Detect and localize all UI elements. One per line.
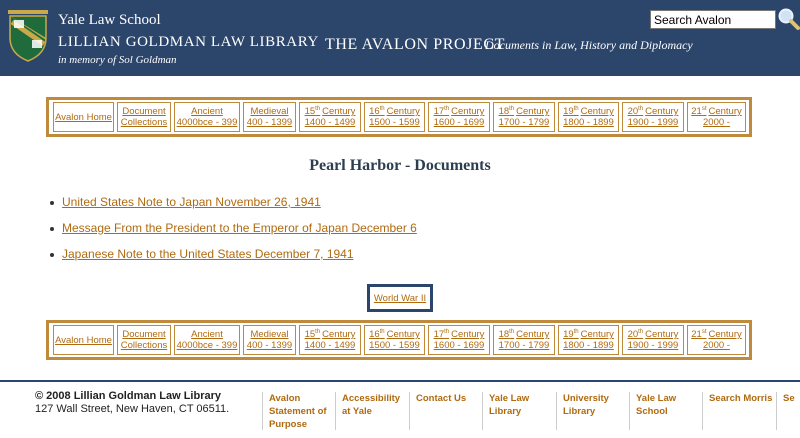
century-suffix: th xyxy=(444,328,450,335)
nav-item-label: Ancient xyxy=(191,106,223,117)
nav-item-document[interactable] xyxy=(117,102,171,132)
nav-item-label xyxy=(563,106,614,117)
century-word: Century xyxy=(708,329,742,340)
century-suffix: st xyxy=(701,328,707,335)
nav-item-range: 1400 - 1499 xyxy=(304,340,356,351)
nav-item-document[interactable] xyxy=(117,325,171,355)
nav-item-19th-century[interactable] xyxy=(558,102,619,132)
century-number: 17 xyxy=(433,329,445,340)
document-link[interactable]: Message From the President to the Emperor of Japan December 6 xyxy=(62,221,417,235)
document-link[interactable]: United States Note to Japan November 26, 1941 xyxy=(62,195,321,209)
century-word: Century xyxy=(516,329,550,340)
century-suffix: th xyxy=(315,328,321,335)
nav-item-range: 400 - 1399 xyxy=(246,340,293,351)
nav-item-label xyxy=(563,329,614,340)
nav-item-range: 1700 - 1799 xyxy=(498,117,550,128)
nav-item-19th-century[interactable] xyxy=(558,325,619,355)
century-word: Century xyxy=(386,329,420,340)
nav-item-range: 400 - 1399 xyxy=(246,117,293,128)
nav-item-16th-century[interactable] xyxy=(364,102,425,132)
century-number: 15 xyxy=(304,106,316,117)
bullet-icon xyxy=(50,201,54,205)
century-number: 15 xyxy=(304,329,316,340)
nav-item-20th-century[interactable] xyxy=(622,102,684,132)
nav-item-label: Document xyxy=(122,329,166,340)
nav-item-range: 2000 - xyxy=(703,340,730,351)
footer-link[interactable]: Contact Us xyxy=(409,392,475,430)
project-subtitle: Documents in Law, History and Diplomacy xyxy=(485,38,693,52)
nav-item-ancient[interactable] xyxy=(174,325,240,355)
nav-item-15th-century[interactable] xyxy=(299,325,361,355)
century-suffix: th xyxy=(315,105,321,112)
bullet-icon xyxy=(50,227,54,231)
nav-item-21st-century[interactable] xyxy=(687,102,746,132)
century-number: 20 xyxy=(627,329,639,340)
project-title[interactable]: THE AVALON PROJECT xyxy=(325,36,506,53)
century-word: Century xyxy=(580,106,614,117)
search-input[interactable] xyxy=(650,10,776,29)
nav-item-range: Collections xyxy=(120,340,168,351)
century-number: 18 xyxy=(498,329,510,340)
century-suffix: th xyxy=(379,328,385,335)
century-word: Century xyxy=(580,329,614,340)
century-number: 21 xyxy=(691,329,702,340)
nav-item-18th-century[interactable] xyxy=(493,102,555,132)
nav-item-18th-century[interactable] xyxy=(493,325,555,355)
nav-item-label xyxy=(499,106,550,117)
document-link[interactable]: Japanese Note to the United States December 7, 1941 xyxy=(62,247,354,261)
century-number: 16 xyxy=(369,106,380,117)
century-word: Century xyxy=(516,106,550,117)
century-word: Century xyxy=(645,329,679,340)
collection-link-world-war-ii[interactable]: World War II xyxy=(367,284,433,312)
footer-address: 127 Wall Street, New Haven, CT 06511. xyxy=(35,403,230,415)
century-word: Century xyxy=(322,329,356,340)
nav-item-15th-century[interactable] xyxy=(299,102,361,132)
nav-item-label: Ancient xyxy=(191,329,223,340)
nav-item-range: 1700 - 1799 xyxy=(498,340,550,351)
nav-item-label xyxy=(434,106,485,117)
footer-copyright: © 2008 Lillian Goldman Law Library xyxy=(35,390,221,402)
footer-link[interactable]: Avalon Statement of Purpose xyxy=(262,392,330,430)
nav-item-label xyxy=(369,329,420,340)
nav-item-range: 4000bce - 399 xyxy=(176,340,238,351)
footer-link[interactable]: University Library xyxy=(556,392,624,430)
nav-item-range: 1500 - 1599 xyxy=(369,340,420,351)
site-header xyxy=(0,0,800,76)
nav-item-label: Document xyxy=(122,106,166,117)
nav-item-range: 1600 - 1699 xyxy=(433,340,485,351)
bullet-icon xyxy=(50,253,54,257)
footer-link[interactable]: Yale Law Library xyxy=(482,392,550,430)
nav-item-label xyxy=(691,329,742,340)
nav-item-label: Medieval xyxy=(250,106,289,117)
nav-item-range: Collections xyxy=(120,117,168,128)
century-word: Century xyxy=(322,106,356,117)
nav-item-17th-century[interactable] xyxy=(428,102,490,132)
century-word: Century xyxy=(386,106,420,117)
nav-item-medieval[interactable] xyxy=(243,325,296,355)
century-suffix: th xyxy=(379,105,385,112)
footer-link[interactable]: Search Morris xyxy=(702,392,774,430)
century-number: 19 xyxy=(563,329,574,340)
century-word: Century xyxy=(451,329,485,340)
century-number: 20 xyxy=(627,106,639,117)
century-number: 17 xyxy=(433,106,445,117)
century-number: 18 xyxy=(498,106,510,117)
century-suffix: th xyxy=(573,105,579,112)
nav-item-avalon-home[interactable] xyxy=(53,102,114,132)
period-nav-bottom xyxy=(46,320,752,360)
footer-link[interactable]: Se xyxy=(776,392,800,430)
footer-link[interactable]: Yale Law School xyxy=(629,392,697,430)
century-number: 16 xyxy=(369,329,380,340)
nav-item-label xyxy=(628,106,679,117)
nav-item-range: 1800 - 1899 xyxy=(563,340,614,351)
nav-item-label xyxy=(305,329,356,340)
nav-item-ancient[interactable] xyxy=(174,102,240,132)
footer-link[interactable]: Accessibility at Yale xyxy=(335,392,403,430)
nav-item-medieval[interactable] xyxy=(243,102,296,132)
century-suffix: st xyxy=(701,105,707,112)
memorial-subtitle: in memory of Sol Goldman xyxy=(58,54,177,66)
footer-divider xyxy=(0,380,800,382)
century-suffix: th xyxy=(638,105,644,112)
nav-item-label xyxy=(499,329,550,340)
school-name[interactable]: Yale Law School xyxy=(58,12,161,28)
century-suffix: th xyxy=(509,105,515,112)
nav-item-range: 2000 - xyxy=(703,117,730,128)
century-suffix: th xyxy=(444,105,450,112)
nav-item-label xyxy=(434,329,485,340)
nav-item-range: 1600 - 1699 xyxy=(433,117,485,128)
nav-item-16th-century[interactable] xyxy=(364,325,425,355)
nav-item-label: Avalon Home xyxy=(55,334,112,346)
century-suffix: th xyxy=(638,328,644,335)
century-word: Century xyxy=(451,106,485,117)
nav-item-range: 1800 - 1899 xyxy=(563,117,614,128)
century-word: Century xyxy=(645,106,679,117)
nav-item-range: 1900 - 1999 xyxy=(627,340,679,351)
nav-item-20th-century[interactable] xyxy=(622,325,684,355)
library-name[interactable]: LILLIAN GOLDMAN LAW LIBRARY xyxy=(58,34,319,50)
century-number: 19 xyxy=(563,106,574,117)
yale-shield-logo[interactable] xyxy=(8,10,48,62)
century-number: 21 xyxy=(691,106,702,117)
nav-item-avalon-home[interactable] xyxy=(53,325,114,355)
nav-item-range: 1400 - 1499 xyxy=(304,117,356,128)
nav-item-label: Medieval xyxy=(250,329,289,340)
nav-item-label xyxy=(369,106,420,117)
period-nav-top xyxy=(46,97,752,137)
nav-item-21st-century[interactable] xyxy=(687,325,746,355)
century-suffix: th xyxy=(509,328,515,335)
nav-item-17th-century[interactable] xyxy=(428,325,490,355)
nav-item-range: 4000bce - 399 xyxy=(176,117,238,128)
page-title: Pearl Harbor - Documents xyxy=(309,157,491,174)
search-icon[interactable] xyxy=(776,6,800,30)
nav-item-range: 1500 - 1599 xyxy=(369,117,420,128)
century-suffix: th xyxy=(573,328,579,335)
century-word: Century xyxy=(708,106,742,117)
nav-item-label xyxy=(691,106,742,117)
nav-item-label xyxy=(305,106,356,117)
nav-item-label xyxy=(628,329,679,340)
nav-item-label: Avalon Home xyxy=(55,111,112,123)
nav-item-range: 1900 - 1999 xyxy=(627,117,679,128)
